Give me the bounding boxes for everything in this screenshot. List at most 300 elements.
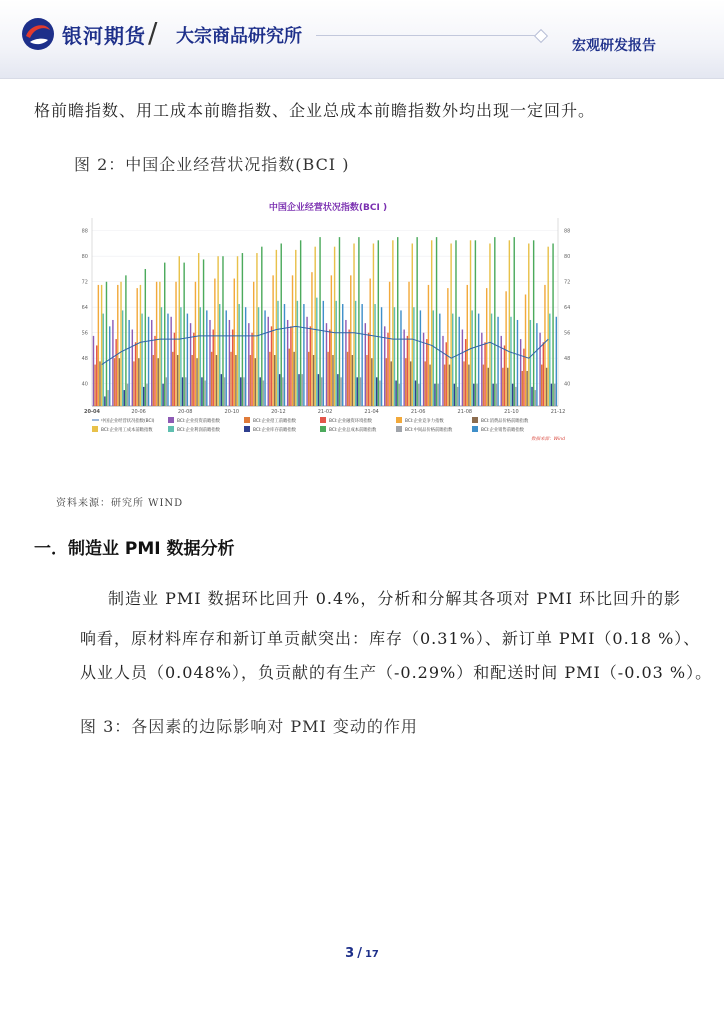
- bar: [424, 361, 425, 406]
- bar: [340, 377, 341, 406]
- bar: [339, 237, 340, 406]
- bar: [237, 256, 238, 406]
- bar: [331, 275, 332, 406]
- bar: [544, 285, 545, 406]
- bar: [353, 243, 354, 406]
- bar: [334, 247, 335, 406]
- bar: [486, 288, 487, 406]
- bar: [229, 320, 230, 406]
- legend-swatch: [472, 426, 478, 432]
- bar: [138, 358, 139, 406]
- legend-swatch: [92, 426, 98, 432]
- legend-label: BCI:消费品价格前瞻指数: [481, 419, 529, 424]
- bar: [556, 317, 557, 406]
- bar: [148, 317, 149, 406]
- bar: [526, 371, 527, 406]
- bar: [429, 365, 430, 406]
- bar: [413, 307, 414, 406]
- bar: [459, 317, 460, 406]
- bar: [423, 333, 424, 406]
- bar: [319, 237, 320, 406]
- bar: [418, 384, 419, 406]
- bar: [476, 384, 477, 406]
- header-diamond-icon: [534, 29, 548, 43]
- bar: [145, 269, 146, 406]
- bar: [530, 320, 531, 406]
- bar: [214, 279, 215, 406]
- bar: [282, 377, 283, 406]
- bar: [473, 384, 474, 406]
- bar: [221, 374, 222, 406]
- bar: [400, 310, 401, 406]
- bar: [355, 301, 356, 406]
- bar: [327, 352, 328, 406]
- bar: [156, 282, 157, 406]
- bar: [504, 345, 505, 406]
- x-tick-label: 21-04: [364, 409, 379, 415]
- bar: [491, 314, 492, 406]
- bar: [387, 333, 388, 406]
- bar: [471, 310, 472, 406]
- bar: [190, 323, 191, 406]
- bar: [256, 253, 257, 406]
- bar: [222, 256, 223, 406]
- bar: [447, 288, 448, 406]
- x-tick-label: 21-08: [457, 409, 473, 415]
- y-tick-label-left: 72: [81, 279, 88, 286]
- header-rule: [316, 35, 540, 36]
- legend-swatch: [320, 426, 326, 432]
- bar: [277, 301, 278, 406]
- bar: [329, 330, 330, 406]
- page-separator: /: [357, 946, 362, 961]
- bar: [230, 352, 231, 406]
- report-type: 宏观研发报告: [572, 38, 656, 54]
- bar: [99, 361, 100, 406]
- bar: [224, 377, 225, 406]
- legend-label: BCI:企业融资环境指数: [329, 419, 372, 424]
- bar: [125, 275, 126, 406]
- bar: [279, 374, 280, 406]
- bar: [470, 240, 471, 406]
- bar: [379, 381, 380, 406]
- bar: [300, 240, 301, 406]
- y-tick-label-left: 64: [81, 305, 88, 312]
- bar: [245, 307, 246, 406]
- bar: [203, 259, 204, 406]
- bar: [255, 358, 256, 406]
- bar: [195, 282, 196, 406]
- bar: [243, 377, 244, 406]
- bar: [182, 377, 183, 406]
- bar: [177, 355, 178, 406]
- bar: [520, 339, 521, 406]
- bar: [115, 339, 116, 406]
- bar: [455, 240, 456, 406]
- bar: [510, 317, 511, 406]
- y-tick-label-right: 56: [564, 330, 571, 337]
- bar: [442, 336, 443, 406]
- bar: [549, 314, 550, 406]
- bar: [391, 361, 392, 406]
- bar: [166, 377, 167, 406]
- bar: [535, 390, 536, 406]
- bar: [347, 352, 348, 406]
- bar: [112, 320, 113, 406]
- bar: [133, 361, 134, 406]
- bar: [264, 310, 265, 406]
- bar: [232, 330, 233, 406]
- bar: [374, 304, 375, 406]
- page-number: [0, 942, 724, 961]
- bar: [389, 282, 390, 406]
- y-tick-label-right: 88: [564, 228, 571, 235]
- bar: [450, 243, 451, 406]
- bar: [517, 320, 518, 406]
- bar: [428, 285, 429, 406]
- bar: [143, 387, 144, 406]
- bar: [515, 387, 516, 406]
- bar: [348, 330, 349, 406]
- bar: [193, 333, 194, 406]
- legend-swatch: [396, 426, 402, 432]
- bar: [238, 304, 239, 406]
- bar: [153, 355, 154, 406]
- legend-swatch: [472, 417, 478, 423]
- bar: [552, 243, 553, 406]
- bar: [226, 310, 227, 406]
- bar: [132, 330, 133, 406]
- y-tick-label-left: 40: [81, 381, 88, 388]
- bar: [403, 330, 404, 406]
- paragraph-line-1: 制造业 PMI 数据环比回升 0.4%，分析和分解其各项对 PMI 环比回升的影: [108, 589, 682, 608]
- paragraph-line-3: 从业人员（0.048%），负贡献的有生产（-0.29%）和配送时间 PMI（-0.03 %）。: [80, 663, 713, 682]
- bar: [399, 384, 400, 406]
- bar: [489, 243, 490, 406]
- bar: [119, 358, 120, 406]
- bar: [200, 307, 201, 406]
- bar: [235, 355, 236, 406]
- bar: [483, 365, 484, 406]
- legend-swatch: [396, 417, 402, 423]
- bar: [101, 285, 102, 406]
- bar: [242, 253, 243, 406]
- bar: [522, 371, 523, 406]
- x-tick-label: 21-02: [317, 409, 333, 415]
- legend-label: BCI:中间品价格前瞻指数: [405, 428, 453, 433]
- bar: [109, 326, 110, 406]
- chart-canvas: [68, 192, 588, 450]
- bar: [146, 384, 147, 406]
- legend-label: BCI:企业库存前瞻指数: [253, 428, 296, 433]
- bar: [187, 314, 188, 406]
- bar: [407, 336, 408, 406]
- bar: [332, 355, 333, 406]
- bar: [507, 368, 508, 406]
- bar: [444, 365, 445, 406]
- bar: [416, 237, 417, 406]
- bar: [272, 275, 273, 406]
- bar: [314, 247, 315, 406]
- bar: [154, 336, 155, 406]
- bar: [164, 263, 165, 406]
- bar: [350, 275, 351, 406]
- bar: [174, 333, 175, 406]
- bar: [170, 317, 171, 406]
- bar: [446, 342, 447, 406]
- x-tick-label: 20-08: [177, 409, 193, 415]
- bar: [313, 355, 314, 406]
- bar: [365, 323, 366, 406]
- bar: [381, 307, 382, 406]
- bar: [509, 240, 510, 406]
- bar: [492, 384, 493, 406]
- bar: [533, 240, 534, 406]
- bar: [311, 272, 312, 406]
- bar: [468, 365, 469, 406]
- bar: [368, 333, 369, 406]
- bar: [415, 381, 416, 406]
- bar: [234, 279, 235, 406]
- bar: [463, 361, 464, 406]
- bar: [467, 285, 468, 406]
- x-tick-label: 21-10: [504, 409, 519, 415]
- bar: [128, 320, 129, 406]
- bar: [287, 320, 288, 406]
- bar: [488, 368, 489, 406]
- page-total: 17: [364, 949, 379, 960]
- bar: [410, 361, 411, 406]
- bci-chart: [68, 192, 588, 450]
- bar: [209, 320, 210, 406]
- bar: [420, 310, 421, 406]
- bar: [528, 243, 529, 406]
- bar: [269, 352, 270, 406]
- bar: [211, 352, 212, 406]
- bar: [395, 381, 396, 406]
- bar: [394, 307, 395, 406]
- bar: [104, 396, 105, 406]
- y-tick-label-right: 40: [564, 381, 571, 388]
- bar: [326, 323, 327, 406]
- x-tick-label: 21-06: [410, 409, 426, 415]
- bar: [293, 352, 294, 406]
- bar: [369, 279, 370, 406]
- bar: [337, 374, 338, 406]
- y-tick-label-left: 56: [81, 330, 88, 337]
- bar: [497, 317, 498, 406]
- bar: [475, 240, 476, 406]
- bar: [452, 314, 453, 406]
- bar: [405, 358, 406, 406]
- bar: [431, 240, 432, 406]
- bar: [240, 377, 241, 406]
- bar: [531, 387, 532, 406]
- legend-swatch: [320, 417, 326, 423]
- bar: [258, 307, 259, 406]
- bar: [172, 352, 173, 406]
- bar: [336, 301, 337, 406]
- bar: [98, 285, 99, 406]
- bar: [263, 381, 264, 406]
- bar: [318, 374, 319, 406]
- bar: [259, 377, 260, 406]
- bar: [261, 247, 262, 406]
- bar: [93, 336, 94, 406]
- bar: [539, 333, 540, 406]
- y-tick-label-right: 80: [564, 254, 571, 261]
- bar: [217, 256, 218, 406]
- bar: [284, 304, 285, 406]
- bar: [514, 237, 515, 406]
- bar: [122, 310, 123, 406]
- bar: [366, 355, 367, 406]
- bar: [201, 377, 202, 406]
- y-tick-label-left: 88: [81, 228, 88, 235]
- page-header: [0, 0, 724, 79]
- bar: [106, 282, 107, 406]
- bar: [140, 285, 141, 406]
- bar: [302, 374, 303, 406]
- bar: [358, 237, 359, 406]
- page-current: 3: [345, 946, 355, 961]
- bar: [191, 355, 192, 406]
- bar: [308, 352, 309, 406]
- bar: [547, 247, 548, 406]
- bar: [298, 374, 299, 406]
- bar: [512, 384, 513, 406]
- x-tick-label: 20-10: [224, 409, 240, 415]
- bar: [289, 349, 290, 406]
- x-tick-label: 21-12: [550, 409, 566, 415]
- legend-label: BCI:企业总成本前瞻指数: [329, 428, 377, 433]
- bar: [386, 358, 387, 406]
- figure-2-caption: 图 2：中国企业经营状况指数(BCI ): [74, 155, 350, 174]
- x-tick-label: 20-06: [131, 409, 146, 415]
- section-title: 一．制造业 PMI 数据分析: [34, 539, 235, 559]
- bar: [376, 377, 377, 406]
- y-tick-label-right: 64: [564, 305, 571, 312]
- bar: [161, 307, 162, 406]
- bar: [292, 275, 293, 406]
- bar: [454, 384, 455, 406]
- legend-label: BCI:企业销售前瞻指数: [481, 428, 524, 433]
- bar: [436, 237, 437, 406]
- y-tick-label-left: 80: [81, 254, 88, 261]
- bar: [536, 323, 537, 406]
- bar: [449, 365, 450, 406]
- bar: [94, 365, 95, 406]
- x-tick-label: 20-12: [271, 409, 286, 415]
- bar: [546, 368, 547, 406]
- chart-source-note: 数据来源：Wind: [531, 437, 565, 442]
- bar: [496, 384, 497, 406]
- bar: [107, 390, 108, 406]
- bar: [501, 336, 502, 406]
- bar: [316, 298, 317, 406]
- bar: [198, 253, 199, 406]
- legend-swatch: [168, 417, 174, 423]
- bar: [167, 314, 168, 406]
- bar: [361, 304, 362, 406]
- bar: [306, 317, 307, 406]
- bar: [434, 384, 435, 406]
- bar: [295, 250, 296, 406]
- legend-label: BCI:企业用工成本前瞻指数: [101, 428, 153, 433]
- bar: [303, 304, 304, 406]
- bar: [250, 355, 251, 406]
- legend-label: BCI:企业竞争力指数: [405, 419, 444, 424]
- bar: [281, 243, 282, 406]
- bar: [554, 384, 555, 406]
- bar: [117, 285, 118, 406]
- chart-title: 中国企业经营状况指数(BCI ): [268, 203, 388, 213]
- legend-label: BCI:企业招工前瞻指数: [253, 419, 296, 424]
- legend-label: BCI:企业投资前瞻指数: [177, 419, 220, 424]
- bar: [141, 314, 142, 406]
- bar: [103, 314, 104, 406]
- bar: [196, 358, 197, 406]
- bar: [371, 358, 372, 406]
- paragraph-top: 格前瞻指数、用工成本前瞻指数、企业总成本前瞻指数外均出现一定回升。: [34, 101, 596, 120]
- bar: [543, 342, 544, 406]
- bar: [96, 345, 97, 406]
- bar: [175, 282, 176, 406]
- bar: [360, 377, 361, 406]
- bar: [397, 237, 398, 406]
- bar: [408, 282, 409, 406]
- institute-name: 大宗商品研究所: [176, 26, 302, 47]
- bar: [274, 355, 275, 406]
- source-note: 资料来源：研究所 WIND: [56, 498, 184, 509]
- bar: [159, 282, 160, 406]
- galaxy-logo-icon: [20, 16, 56, 52]
- bar: [127, 384, 128, 406]
- bar: [124, 390, 125, 406]
- bar: [484, 342, 485, 406]
- legend-swatch: [168, 426, 174, 432]
- bar: [433, 310, 434, 406]
- bar: [310, 326, 311, 406]
- bar: [392, 240, 393, 406]
- y-tick-label-right: 48: [564, 356, 571, 363]
- bar: [136, 288, 137, 406]
- paragraph-line-2: 响看，原材料库存和新订单贡献突出：库存（0.31%）、新订单 PMI（0.18 %）、: [80, 629, 701, 648]
- bar: [478, 314, 479, 406]
- bar: [253, 282, 254, 406]
- bar: [162, 384, 163, 406]
- legend-label: BCI:企业利润前瞻指数: [177, 428, 220, 433]
- bar: [290, 326, 291, 406]
- bar: [525, 294, 526, 406]
- x-tick-label: 20-04: [84, 409, 100, 415]
- bar: [439, 314, 440, 406]
- legend-swatch: [244, 417, 250, 423]
- legend-label: 中国企业经营状况指数(BCI): [101, 419, 155, 424]
- bar: [276, 250, 277, 406]
- bar: [378, 240, 379, 406]
- bar: [151, 320, 152, 406]
- y-tick-label-right: 72: [564, 279, 571, 286]
- bar: [219, 304, 220, 406]
- bar: [179, 256, 180, 406]
- bar: [135, 342, 136, 406]
- bar: [120, 282, 121, 406]
- bar: [185, 377, 186, 406]
- legend-swatch: [244, 426, 250, 432]
- bar: [437, 384, 438, 406]
- bar: [352, 355, 353, 406]
